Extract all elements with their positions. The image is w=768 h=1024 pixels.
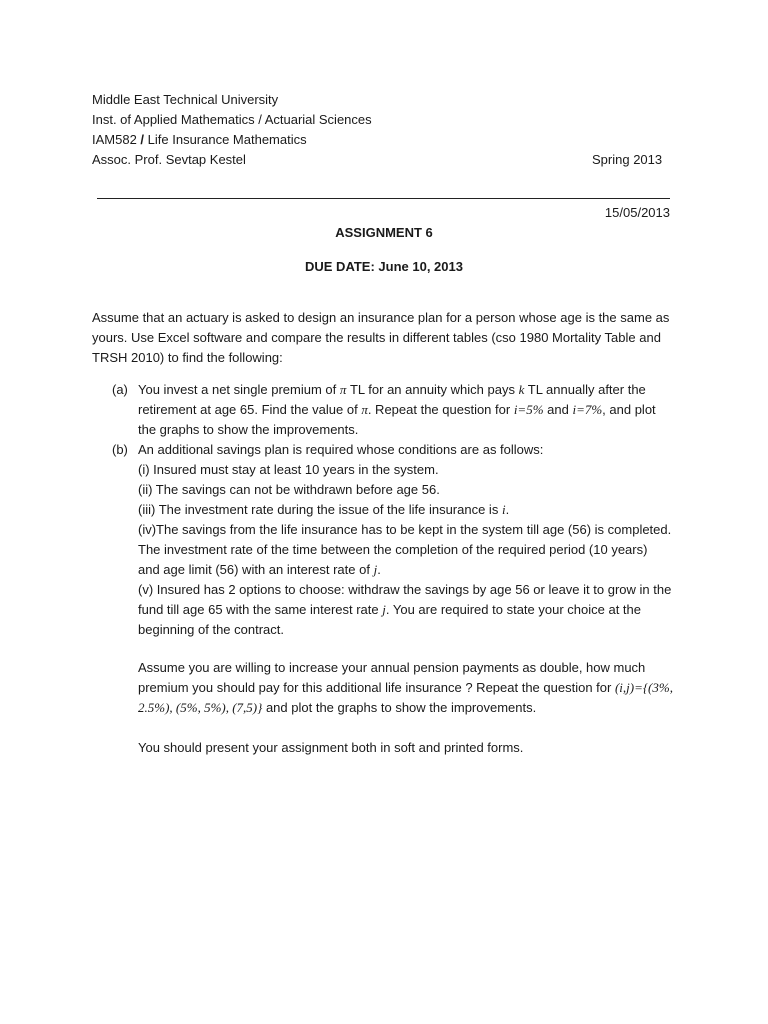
- part-b-body: [138, 440, 674, 640]
- divider-line: [97, 198, 670, 199]
- intro-line: yours. Use Excel software and compare the results in different tables (cso 1980 Mortality Table and: [92, 330, 661, 345]
- university-name: Middle East Technical University: [92, 92, 279, 107]
- closing-paragraph: [138, 658, 678, 718]
- closing-line: 2.5%), (5%, 5%), (7,5)} and plot the graphs to show the improvements.: [138, 700, 537, 715]
- condition-line: (i) Insured must stay at least 10 years in the system.: [138, 462, 439, 477]
- intro-line: Assume that an actuary is asked to design an insurance plan for a person whose age is the same as: [92, 310, 670, 325]
- issue-date: 15/05/2013: [604, 205, 670, 220]
- closing-line: premium you should pay for this additional life insurance ? Repeat the question for (i,j)={(3%,: [138, 680, 673, 695]
- part-a-line: retirement at age 65. Find the value of π. Repeat the question for i=5% and i=7%, and plot: [138, 402, 656, 417]
- intro-paragraph: [92, 308, 672, 368]
- condition-line: beginning of the contract.: [138, 622, 284, 637]
- closing-line: Assume you are willing to increase your annual pension payments as double, how much: [138, 660, 646, 675]
- rate-i7: i=7%: [572, 402, 603, 417]
- condition-line: (iv)The savings from the life insurance has to be kept in the system till age (56) is completed.: [138, 522, 672, 537]
- ij-set-cont: 2.5%), (5%, 5%), (7,5)}: [138, 700, 263, 715]
- condition-line: fund till age 65 with the same interest rate j. You are required to state your choice at the: [138, 602, 641, 617]
- part-b-marker: (b): [112, 442, 128, 457]
- institute-name: Inst. of Applied Mathematics / Actuarial Sciences: [92, 112, 372, 127]
- j-symbol: j: [382, 602, 386, 617]
- condition-line: and age limit (56) with an interest rate of j.: [138, 562, 381, 577]
- pi-symbol: π: [339, 382, 347, 397]
- course-code: IAM582: [92, 132, 137, 147]
- pi-symbol: π: [361, 402, 368, 417]
- j-symbol: j: [373, 562, 378, 577]
- condition-line: (v) Insured has 2 options to choose: withdraw the savings by age 56 or leave it to grow in the: [138, 582, 672, 597]
- intro-line: TRSH 2010) to find the following:: [92, 350, 283, 365]
- rate-i5: i=5%: [513, 402, 544, 417]
- ij-set: (i,j)={(3%,: [614, 680, 673, 695]
- k-symbol: k: [518, 382, 525, 397]
- course-name: Life Insurance Mathematics: [147, 132, 307, 147]
- course-separator: /: [136, 132, 148, 147]
- part-a-marker: (a): [112, 382, 128, 397]
- part-a-body: [138, 380, 674, 440]
- assignment-title: ASSIGNMENT 6: [335, 225, 433, 240]
- condition-line: (ii) The savings can not be withdrawn before age 56.: [138, 482, 440, 497]
- condition-line: The investment rate of the time between the completion of the required period (10 years): [138, 542, 648, 557]
- instructor: Assoc. Prof. Sevtap Kestel: [92, 152, 246, 167]
- final-note: You should present your assignment both in soft and printed forms.: [138, 740, 524, 755]
- term: Spring 2013: [592, 152, 663, 167]
- part-a-line: You invest a net single premium of π TL for an annuity which pays k TL annually after the: [138, 382, 646, 397]
- due-date: DUE DATE: June 10, 2013: [305, 259, 463, 274]
- course-line: [92, 131, 307, 149]
- condition-line: (iii) The investment rate during the issue of the life insurance is i.: [138, 502, 510, 517]
- part-b-lead: An additional savings plan is required whose conditions are as follows:: [138, 442, 544, 457]
- part-a-line: the graphs to show the improvements.: [138, 422, 359, 437]
- i-symbol: i: [501, 502, 506, 517]
